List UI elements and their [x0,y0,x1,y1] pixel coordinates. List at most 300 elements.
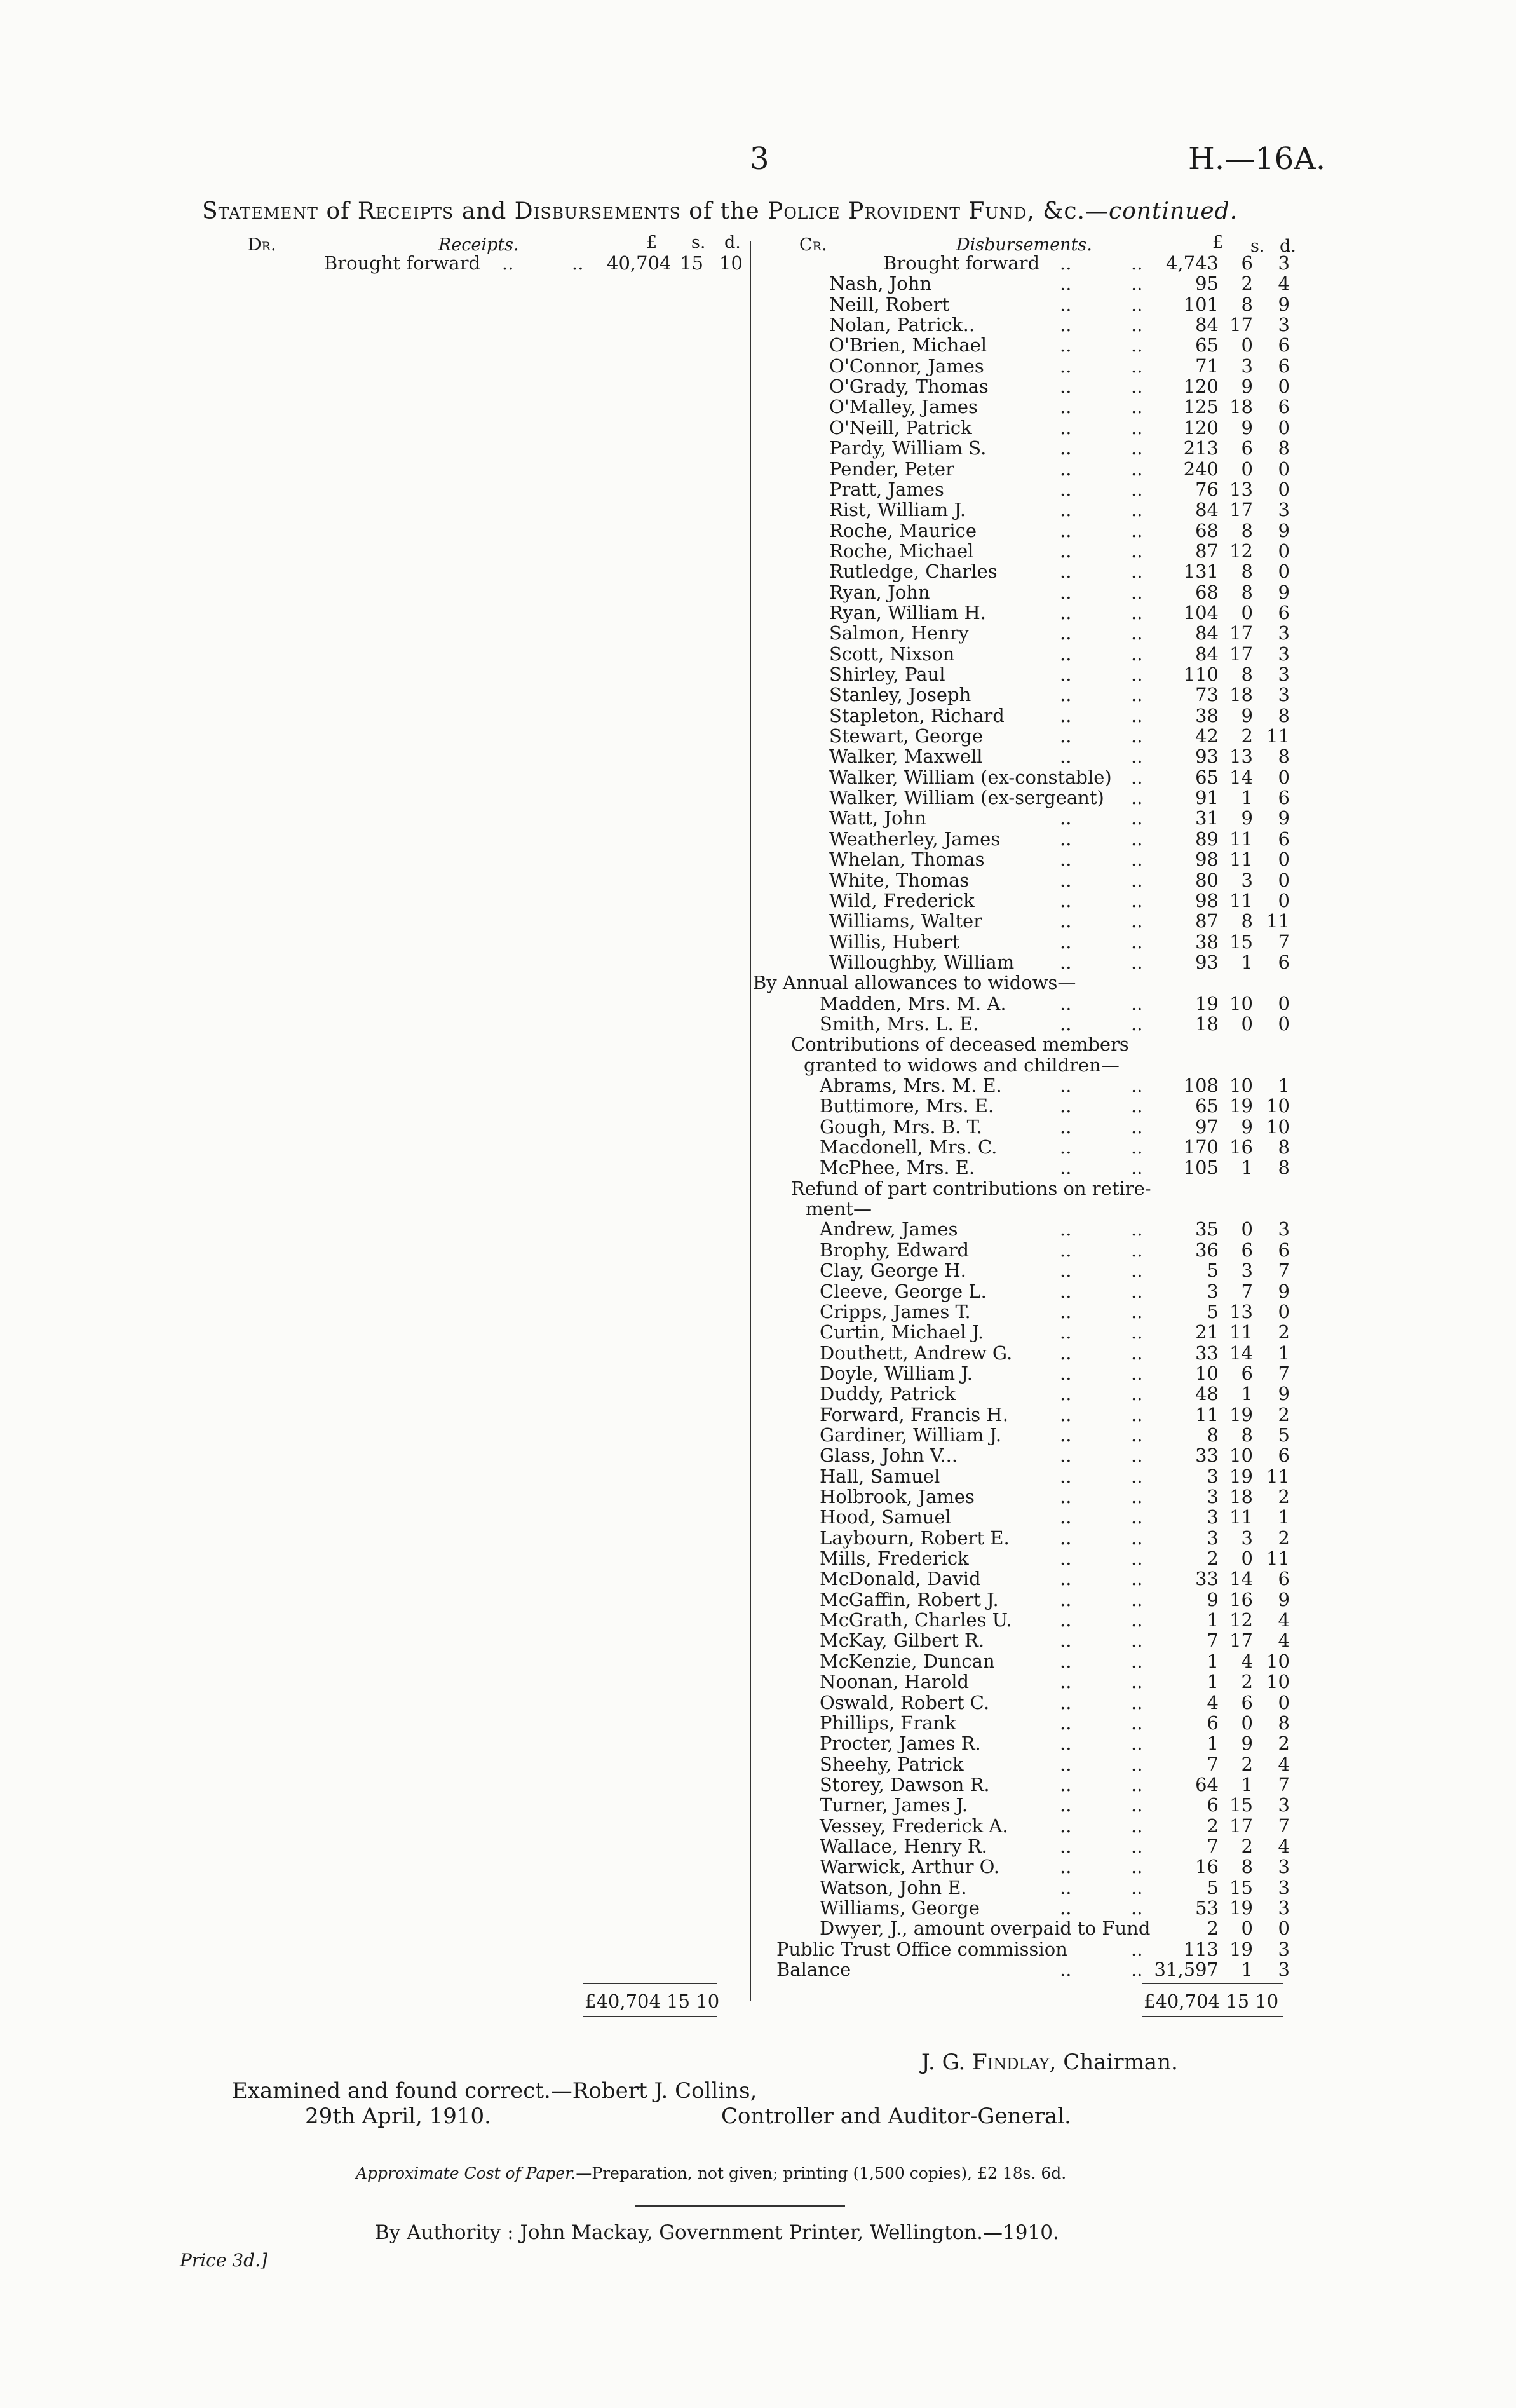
amount-pounds: 16 [1195,1856,1219,1878]
dot-leader: .. [1131,1342,1143,1364]
disbursement-name: Nolan, Patrick.. [829,314,975,336]
dot-leader: .. [1060,992,1072,1014]
amount-shillings: 11 [1229,889,1253,911]
amount-pounds: 35 [1195,1218,1219,1241]
dot-leader: .. [1060,951,1072,973]
amount-pence: 9 [1278,519,1290,541]
dot-leader: .. [1060,1732,1072,1755]
dot-leader: .. [1131,1568,1143,1590]
dot-leader: .. [1131,1753,1143,1775]
dot-leader: .. [1131,437,1143,459]
amount-pence: 10 [1266,1650,1290,1672]
dot-leader: .. [1060,1321,1072,1343]
amount-shillings: 10 [1229,992,1253,1014]
amount-shillings: 11 [1229,1321,1253,1343]
amount-shillings: 7 [1241,1280,1253,1302]
disbursement-name: White, Thomas [829,869,970,891]
amount-pounds: 89 [1195,827,1219,850]
amount-pounds: 68 [1195,519,1219,541]
amount-shillings: 3 [1241,869,1253,891]
amount-shillings: 4 [1241,1650,1253,1672]
dot-leader: .. [1131,930,1143,953]
amount-pence: 0 [1278,1012,1290,1035]
left-pound-header: £ [646,233,658,252]
disbursement-name: Laybourn, Robert E. [820,1527,1010,1549]
amount-pounds: 38 [1195,704,1219,726]
dot-leader: .. [1131,273,1143,295]
dot-leader: .. [1131,684,1143,706]
amount-pounds: 91 [1195,787,1219,809]
amount-pounds: 98 [1195,848,1219,871]
disbursement-name: Walker, William (ex-sergeant) [829,787,1104,809]
amount-pounds: 8 [1207,1424,1219,1446]
disbursement-name: Stanley, Joseph [829,684,971,706]
dot-leader: .. [1131,1732,1143,1755]
dot-leader: .. [1060,1095,1072,1117]
dot-leader: .. [1060,1506,1072,1528]
amount-pounds: 7 [1207,1629,1219,1652]
amount-shillings: 15 [1229,1876,1253,1898]
amount-pence: 0 [1278,416,1290,439]
amount-shillings: 9 [1241,376,1253,398]
disbursement-name: Storey, Dawson R. [820,1773,990,1795]
amount-shillings: 11 [1229,1506,1253,1528]
amount-shillings: 19 [1229,1897,1253,1919]
dot-leader: .. [1131,1280,1143,1302]
amount-pence: 4 [1278,273,1290,295]
amount-shillings: 16 [1229,1588,1253,1610]
dot-leader: .. [1131,1711,1143,1734]
amount-shillings: 13 [1229,745,1253,768]
dot-leader: .. [1131,1876,1143,1898]
dot-leader: .. [1131,1588,1143,1610]
amount-pence: 4 [1278,1753,1290,1775]
amount-pounds: 97 [1195,1115,1219,1138]
amount-pounds: 84 [1195,622,1219,644]
amount-pounds: 31,597 [1154,1959,1219,1981]
right-total-underline [1142,2016,1283,2017]
amount-pounds: 33 [1195,1568,1219,1590]
disbursement-name: McGrath, Charles U. [820,1609,1012,1631]
dot-leader: .. [1060,1157,1072,1179]
dot-leader: .. [1131,1362,1143,1384]
dot-leader: .. [1060,1773,1072,1795]
dot-leader: .. [1131,951,1143,973]
dot-leader: .. [1131,499,1143,521]
dot-leader: .. [1131,992,1143,1014]
amount-pence: 9 [1278,293,1290,315]
amount-shillings: 9 [1241,1732,1253,1755]
amount-pence: 8 [1278,1157,1290,1179]
amount-pounds: 6 [1207,1794,1219,1816]
amount-shillings: 18 [1229,396,1253,418]
dot-leader: .. [1060,561,1072,583]
amount-pence: 9 [1278,1280,1290,1302]
amount-pounds: 87 [1195,540,1219,562]
dot-leader: .. [1131,766,1143,788]
amount-pounds: 93 [1195,745,1219,768]
receipts-label: Receipts. [438,235,519,255]
disbursement-name: Procter, James R. [820,1732,981,1755]
dot-leader: .. [1131,334,1143,357]
disbursement-name: Pardy, William S. [829,437,987,459]
amount-shillings: 17 [1229,314,1253,336]
disbursement-name: Gardiner, William J. [820,1424,1002,1446]
amount-shillings: 15 [1229,1794,1253,1816]
amount-shillings: 12 [1229,540,1253,562]
disbursement-name: Roche, Michael [829,540,974,562]
amount-pounds: 4 [1207,1691,1219,1713]
amount-pence: 9 [1278,581,1290,603]
amount-pounds: 73 [1195,684,1219,706]
amount-pence: 2 [1278,1732,1290,1755]
dot-leader: .. [1060,252,1072,274]
dot-leader: .. [1131,725,1143,747]
amount-pounds: 11 [1195,1403,1219,1425]
amount-pence: 7 [1278,1773,1290,1795]
amount-shillings: 8 [1241,519,1253,541]
disbursement-name: Watt, John [829,807,926,829]
disbursement-name: Brophy, Edward [820,1239,970,1261]
amount-pounds: 1 [1207,1671,1219,1693]
disbursements-label: Disbursements. [956,235,1092,255]
amount-pence: 3 [1278,1794,1290,1816]
dot-leader: .. [1060,1568,1072,1590]
amount-shillings: 1 [1241,951,1253,973]
disbursement-name: Cripps, James T. [820,1300,971,1323]
dot-leader: .. [1131,1075,1143,1096]
disbursement-name: Holbrook, James [820,1486,975,1507]
dot-leader: .. [1060,1814,1072,1837]
disbursement-name: Scott, Nixson [829,643,955,665]
dot-leader: .. [1060,1280,1072,1302]
dot-leader: .. [1131,1012,1143,1035]
disbursement-name: Shirley, Paul [829,663,945,685]
amount-pounds: 68 [1195,581,1219,603]
amount-shillings: 9 [1241,704,1253,726]
disbursement-name: Brought forward [883,252,1040,274]
disbursement-name: Dwyer, J., amount overpaid to Fund [820,1917,1151,1940]
disbursement-name: McKay, Gilbert R. [820,1629,985,1652]
amount-shillings: 1 [1241,1959,1253,1981]
amount-pence: 6 [1278,1239,1290,1261]
dot-leader: .. [1131,1609,1143,1631]
dot-leader: .. [1060,1897,1072,1919]
amount-shillings: 13 [1229,478,1253,500]
amount-pence: 10 [1266,1115,1290,1138]
amount-pounds: 5 [1207,1300,1219,1323]
amount-pounds: 170 [1183,1136,1219,1159]
amount-pence: 6 [1278,1568,1290,1590]
amount-shillings: 19 [1229,1465,1253,1487]
amount-shillings: 17 [1229,1814,1253,1837]
dot-leader: .. [1131,1548,1143,1570]
disbursement-name: O'Brien, Michael [829,334,987,357]
amount-shillings: 9 [1241,807,1253,829]
amount-pounds: 108 [1183,1075,1219,1096]
dot-leader: .. [1131,663,1143,685]
amount-pence: 3 [1278,314,1290,336]
amount-shillings: 19 [1229,1095,1253,1117]
dot-leader: .. [1131,622,1143,644]
dot-leader: .. [1131,601,1143,623]
dot-leader: .. [1060,1835,1072,1857]
amount-shillings: 8 [1241,663,1253,685]
right-total: £40,704 15 10 [1144,1990,1279,2012]
paper-cost: Approximate Cost of Paper.—Preparation, not given; printing (1,500 copies), £2 18s. 6d. [356,2164,1067,2182]
disbursement-name: Pratt, James [829,478,944,500]
dot-leader: .. [1060,1300,1072,1323]
disbursement-name: McGaffin, Robert J. [820,1588,999,1610]
amount-shillings: 11 [1229,848,1253,871]
left-total: £40,704 15 10 [585,1990,720,2012]
amount-pounds: 84 [1195,314,1219,336]
dot-leader: .. [1060,1342,1072,1364]
disbursement-name: Weatherley, James [829,827,1001,850]
amount-shillings: 8 [1241,910,1253,932]
amount-pounds: 4,743 [1165,252,1219,274]
disbursement-name: Contributions of deceased members [791,1033,1129,1056]
amount-shillings: 6 [1241,1239,1253,1261]
amount-pence: 7 [1278,1260,1290,1282]
dot-leader: .. [1060,869,1072,891]
statement-title: Statement of Receipts and Disbursements of the Police Provident Fund, &c.—continued. [202,198,1238,224]
amount-shillings: 11 [1229,827,1253,850]
disbursement-name: McKenzie, Duncan [820,1650,995,1672]
dot-leader: .. [1060,1856,1072,1878]
dot-leader: .. [1060,910,1072,932]
amount-shillings: 0 [1241,1917,1253,1940]
dot-leader: .. [1131,1814,1143,1837]
amount-pounds: 125 [1183,396,1219,418]
amount-pence: 4 [1278,1835,1290,1857]
amount-pence: 2 [1278,1486,1290,1507]
amount-pounds: 1 [1207,1650,1219,1672]
disbursement-name: Williams, Walter [829,910,983,932]
amount-pounds: 5 [1207,1260,1219,1282]
disbursement-name: Hood, Samuel [820,1506,951,1528]
amount-pounds: 19 [1195,992,1219,1014]
dot-leader: .. [1131,458,1143,480]
dot-leader: .. [1131,1260,1143,1282]
amount-shillings: 8 [1241,1856,1253,1878]
amount-pounds: 6 [1207,1711,1219,1734]
dot-leader: .. [1131,1300,1143,1323]
amount-pounds: 53 [1195,1897,1219,1919]
amount-pence: 3 [1278,1218,1290,1241]
amount-pence: 0 [1278,1917,1290,1940]
amount-shillings: 1 [1241,1773,1253,1795]
price: Price 3d.] [180,2250,267,2271]
amount-shillings: 3 [1241,355,1253,377]
amount-shillings: 17 [1229,1629,1253,1652]
dot-leader: .. [1060,827,1072,850]
dot-leader: .. [1060,1115,1072,1138]
amount-pounds: 120 [1183,416,1219,439]
dot-leader: .. [1131,1959,1143,1981]
amount-shillings: 0 [1241,1711,1253,1734]
amount-pence: 8 [1278,704,1290,726]
dot-leader: .. [1131,827,1143,850]
disbursement-name: Smith, Mrs. L. E. [820,1012,979,1035]
amount-pence: 8 [1278,437,1290,459]
dot-leader: .. [1060,1650,1072,1672]
dot-leader: .. [1060,1711,1072,1734]
dot-leader: .. [1131,1157,1143,1179]
disbursement-name: Stapleton, Richard [829,704,1005,726]
dot-leader: .. [1060,1629,1072,1652]
amount-pence: 11 [1266,1548,1290,1570]
amount-pence: 0 [1278,478,1290,500]
disbursement-name: McDonald, David [820,1568,981,1590]
dot-leader: .. [1060,1260,1072,1282]
amount-pounds: 31 [1195,807,1219,829]
dot-leader: .. [1131,1095,1143,1117]
amount-shillings: 17 [1229,499,1253,521]
dot-leader: .. [1060,416,1072,439]
dot-leader: .. [1131,1465,1143,1487]
left-shilling-header: s. [691,233,706,252]
dot-leader: .. [1060,1876,1072,1898]
amount-shillings: 19 [1229,1403,1253,1425]
dot-leader: .. [1060,1383,1072,1405]
amount-pounds: 98 [1195,889,1219,911]
dot-leader: .. [1131,643,1143,665]
amount-pence: 9 [1278,1383,1290,1405]
right-shilling-header: s. [1250,236,1265,256]
dot-leader: .. [1131,1321,1143,1343]
disbursement-name: Salmon, Henry [829,622,969,644]
dot-leader: .. [1131,1527,1143,1549]
dot-leader: .. [1131,1445,1143,1467]
dot-leader: .. [1060,314,1072,336]
audit-date: 29th April, 1910. [305,2104,491,2129]
disbursement-name: Watson, John E. [820,1876,967,1898]
amount-pence: 3 [1278,1938,1290,1960]
amount-pence: 5 [1278,1424,1290,1446]
amount-pounds: 21 [1195,1321,1219,1343]
amount-pence: 3 [1278,1897,1290,1919]
amount-pence: 7 [1278,1362,1290,1384]
amount-shillings: 6 [1241,1362,1253,1384]
disbursement-name: O'Neill, Patrick [829,416,972,439]
dot-leader: .. [1131,478,1143,500]
amount-pence: 8 [1278,1136,1290,1159]
disbursement-name: granted to widows and children— [804,1054,1120,1076]
dot-leader: .. [1060,499,1072,521]
amount-pounds: 36 [1195,1239,1219,1261]
dot-leader: .. [1060,540,1072,562]
amount-pence: 3 [1278,1959,1290,1981]
amount-pounds: 3 [1207,1280,1219,1302]
disbursement-name: Clay, George H. [820,1260,966,1282]
dot-leader: .. [1060,930,1072,953]
disbursement-name: Noonan, Harold [820,1671,970,1693]
dot-leader: .. [1060,396,1072,418]
amount-pence: 10 [1266,1095,1290,1117]
dot-leader: .. [1060,1527,1072,1549]
column-divider [750,241,751,2001]
amount-pounds: 3 [1207,1465,1219,1487]
disbursement-name: Douthett, Andrew G. [820,1342,1013,1364]
amount-pence: 3 [1278,499,1290,521]
amount-shillings: 2 [1241,725,1253,747]
dr-label: Dr. [248,235,276,255]
amount-pounds: 1 [1207,1732,1219,1755]
chairman-signature: J. G. Findlay, Chairman. [921,2050,1178,2075]
dot-leader: .. [1131,1794,1143,1816]
dot-leader: .. [1131,1424,1143,1446]
disbursement-name: Willoughby, William [829,951,1015,973]
disbursement-name: Rutledge, Charles [829,561,998,583]
disbursement-name: O'Malley, James [829,396,978,418]
amount-pence: 11 [1266,725,1290,747]
disbursement-name: Willis, Hubert [829,930,959,953]
dot-leader: .. [1060,376,1072,398]
amount-pence: 2 [1278,1321,1290,1343]
amount-shillings: 2 [1241,1835,1253,1857]
amount-shillings: 14 [1229,766,1253,788]
disbursement-name: O'Connor, James [829,355,984,377]
amount-pounds: 80 [1195,869,1219,891]
amount-shillings: 18 [1229,684,1253,706]
amount-pence: 6 [1278,601,1290,623]
dot-leader: .. [1131,1383,1143,1405]
disbursement-name: Glass, John V... [820,1445,958,1467]
dot-leader: .. [1131,540,1143,562]
page-number: 3 [750,141,769,177]
authority-rule [635,2205,845,2207]
amount-pence: 9 [1278,807,1290,829]
amount-shillings: 1 [1241,787,1253,809]
amount-shillings: 0 [1241,1218,1253,1241]
amount-pounds: 33 [1195,1342,1219,1364]
amount-shillings: 10 [1229,1445,1253,1467]
amount-pence: 6 [1278,951,1290,973]
dot-leader: .. [1131,1835,1143,1857]
amount-shillings: 13 [1229,1300,1253,1323]
dot-leader: .. [1131,1506,1143,1528]
left-total-rule [583,1983,717,1984]
amount-pounds: 110 [1183,663,1219,685]
amount-shillings: 6 [1241,1691,1253,1713]
disbursement-name: Mills, Frederick [820,1548,969,1570]
dot-leader: .. [1060,663,1072,685]
disbursement-name: Whelan, Thomas [829,848,985,871]
dot-leader: .. [1131,1856,1143,1878]
left-total-underline [583,2016,717,2017]
left-pence-header: d. [724,233,741,252]
amount-pounds: 2 [1207,1917,1219,1940]
amount-shillings: 19 [1229,1938,1253,1960]
dot-leader: .. [1060,437,1072,459]
amount-shillings: 8 [1241,293,1253,315]
disbursement-name: Abrams, Mrs. M. E. [820,1075,1002,1096]
disbursement-name: By Annual allowances to widows— [753,972,1076,994]
disbursement-name: Nash, John [829,273,932,295]
document-ref: H.—16A. [1188,141,1326,177]
right-pound-header: £ [1212,233,1224,252]
amount-pence: 0 [1278,540,1290,562]
amount-pence: 6 [1278,355,1290,377]
dot-leader: .. [1060,1548,1072,1570]
dot-leader: .. [1060,458,1072,480]
amount-pounds: 105 [1183,1157,1219,1179]
amount-pence: 2 [1278,1527,1290,1549]
dot-leader: .. [1131,1650,1143,1672]
disbursement-name: Buttimore, Mrs. E. [820,1095,994,1117]
amount-shillings: 6 [1241,252,1253,274]
